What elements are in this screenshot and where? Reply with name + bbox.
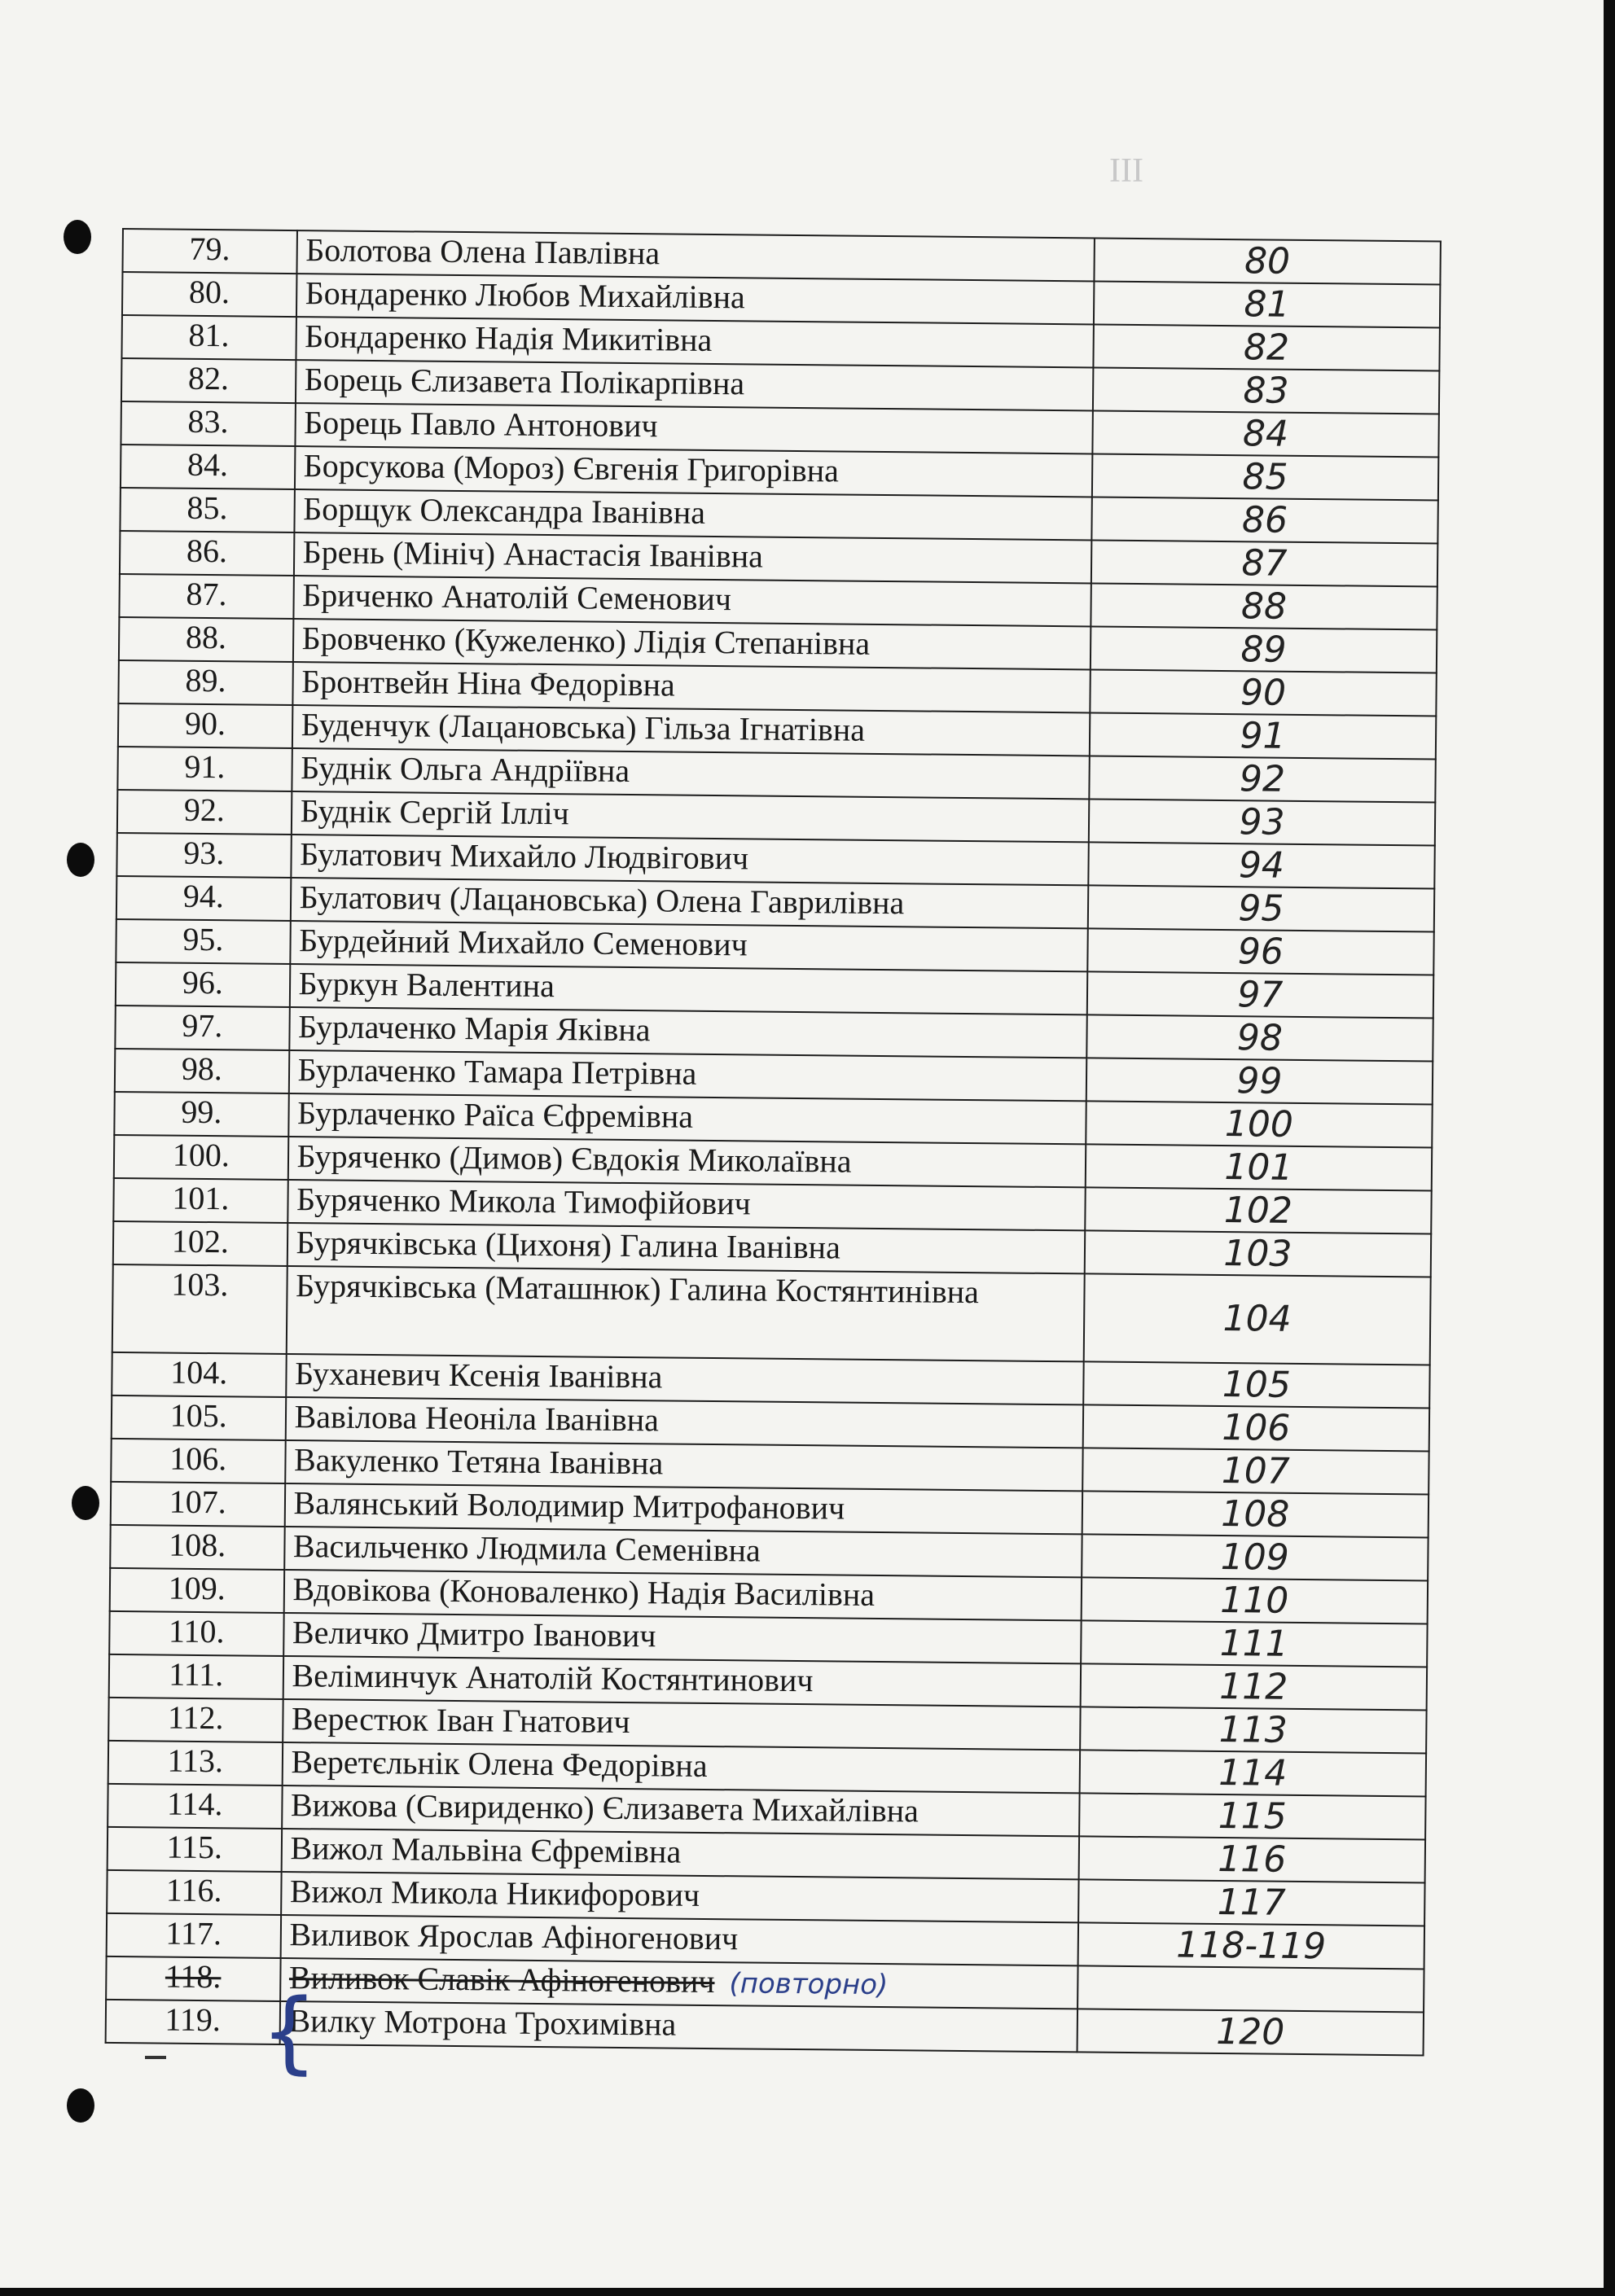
person-name — [291, 835, 1089, 885]
person-name-text: Буднік Сергій Ілліч — [300, 792, 569, 832]
person-name — [285, 1397, 1083, 1448]
row-number: 85. — [120, 488, 294, 532]
row-number: 118. — [106, 1956, 280, 2001]
person-name-text: Бондаренко Надія Микитівна — [305, 318, 713, 358]
person-name-text: Бровченко (Кужеленко) Лідія Степанівна — [301, 620, 871, 662]
page-number: 80 — [1094, 238, 1441, 284]
sheet-mark: III — [1109, 152, 1143, 190]
person-name — [283, 1613, 1082, 1663]
person-name — [287, 1223, 1085, 1273]
person-name — [296, 360, 1094, 410]
row-number: 102. — [113, 1221, 287, 1266]
row-number: 83. — [121, 401, 295, 446]
row-number: 113. — [108, 1741, 283, 1786]
handwritten-brace: { — [261, 1979, 318, 2083]
person-name-text: Бурячківська (Маташнюк) Галина Костянтинівна — [295, 1267, 980, 1311]
person-name-text: Борщук Олександра Іванівна — [303, 490, 706, 531]
punch-hole — [67, 843, 94, 877]
person-name — [283, 1570, 1082, 1620]
page-number: 118-119 — [1077, 1922, 1424, 1969]
row-number: 104. — [112, 1352, 286, 1397]
punch-hole — [64, 220, 91, 254]
page-number: 102 — [1085, 1187, 1432, 1233]
ink-dash-mark — [145, 2056, 166, 2059]
person-name — [284, 1483, 1082, 1534]
page-number: 85 — [1092, 454, 1439, 500]
person-name — [295, 446, 1093, 497]
person-name — [283, 1699, 1081, 1750]
person-name-text: Виливок Ярослав Афіногенович — [289, 1916, 739, 1957]
person-name — [286, 1266, 1084, 1361]
page-number: 86 — [1091, 497, 1438, 543]
person-name — [294, 489, 1092, 540]
person-name-text: Бурлаченко Раїса Єфремівна — [296, 1094, 694, 1135]
page-number: 95 — [1088, 885, 1435, 931]
row-number: 100. — [114, 1135, 288, 1180]
page-number: 107 — [1082, 1448, 1429, 1494]
row-number: 86. — [120, 531, 294, 576]
page-number: 99 — [1086, 1058, 1433, 1104]
person-name-text: Веліминчук Анатолій Костянтинович — [292, 1657, 814, 1699]
person-name — [281, 1872, 1079, 1922]
person-name-text: Бондаренко Любов Михайлівна — [305, 274, 746, 316]
row-number: 93. — [116, 833, 291, 878]
person-name — [289, 964, 1087, 1014]
person-name-text: Бурлаченко Тамара Петрівна — [297, 1051, 697, 1092]
person-name-text: Брень (Мініч) Анастасія Іванівна — [302, 533, 764, 575]
person-name — [292, 619, 1091, 669]
person-name — [282, 1786, 1080, 1836]
register-table-wrapper — [103, 228, 1441, 2154]
person-name-text: Валянський Володимир Митрофанович — [293, 1484, 845, 1527]
person-name — [292, 662, 1091, 712]
person-name-text: Вилку Мотрона Трохимівна — [288, 2002, 677, 2043]
page-number: 113 — [1080, 1707, 1427, 1753]
page-number: 115 — [1079, 1793, 1426, 1839]
person-name-text: Борець Єлизавета Полікарпівна — [304, 361, 745, 402]
person-name-text: Борець Павло Антонович — [304, 404, 658, 445]
person-name-text: Буркун Валентина — [298, 965, 555, 1005]
person-name-text: Буряченко (Димов) Євдокія Миколаївна — [296, 1137, 852, 1180]
person-name — [288, 1093, 1086, 1144]
page-number: 96 — [1087, 928, 1434, 975]
page-number: 105 — [1083, 1361, 1430, 1408]
person-name — [288, 1050, 1086, 1101]
person-name-text: Булатович (Лацановська) Олена Гаврилівна — [299, 879, 905, 922]
person-name — [280, 1915, 1078, 1965]
person-name — [282, 1742, 1080, 1793]
person-name-text: Бурлаченко Марія Яківна — [297, 1008, 651, 1049]
page-number: 100 — [1086, 1101, 1433, 1147]
row-number: 94. — [116, 876, 291, 921]
person-name-text: Васильченко Людмила Семенівна — [292, 1527, 761, 1569]
person-name-text: Бурдейний Михайло Семенович — [298, 922, 748, 963]
person-name-text: Вижол Микола Никифорович — [289, 1873, 700, 1913]
page-number: 114 — [1079, 1750, 1426, 1796]
row-number: 119. — [106, 2000, 280, 2044]
person-name-text: Вавілова Неоніла Іванівна — [294, 1398, 660, 1439]
row-number: 117. — [107, 1913, 281, 1958]
row-number: 106. — [111, 1439, 285, 1483]
row-number: 95. — [116, 919, 290, 964]
row-number: 111. — [109, 1654, 283, 1699]
person-name — [291, 791, 1089, 842]
page-number: 110 — [1081, 1577, 1428, 1623]
person-name — [283, 1656, 1081, 1707]
person-name-text: Виливок Славік Афіногенович — [288, 1959, 715, 2000]
person-name-text: Бурячківська (Цихоня) Галина Іванівна — [296, 1224, 841, 1266]
row-number: 109. — [110, 1568, 284, 1613]
person-name — [290, 921, 1088, 971]
person-name — [293, 532, 1091, 583]
person-name — [280, 1958, 1078, 2009]
page-number: 89 — [1091, 626, 1437, 673]
row-number: 101. — [113, 1178, 287, 1223]
row-number: 87. — [119, 574, 293, 619]
person-name — [290, 878, 1088, 928]
page-number: 103 — [1085, 1230, 1432, 1277]
row-number: 115. — [108, 1827, 282, 1872]
person-name — [295, 403, 1093, 454]
page-number: 120 — [1077, 2009, 1424, 2055]
page-number: 109 — [1082, 1534, 1428, 1580]
row-number: 84. — [121, 445, 295, 489]
page-number: 106 — [1082, 1404, 1429, 1451]
page-number: 112 — [1080, 1663, 1427, 1710]
page-number: 117 — [1078, 1879, 1425, 1926]
page-number: 83 — [1093, 367, 1440, 414]
row-number: 97. — [115, 1006, 289, 1050]
page-number: 84 — [1092, 410, 1439, 457]
person-name — [284, 1527, 1082, 1577]
row-number: 103. — [112, 1264, 287, 1354]
row-number: 114. — [108, 1784, 282, 1829]
person-name — [289, 1007, 1087, 1058]
row-number: 91. — [117, 747, 292, 791]
row-number: 89. — [118, 660, 292, 705]
person-name — [292, 705, 1090, 756]
person-name — [287, 1137, 1086, 1187]
person-name — [287, 1180, 1086, 1230]
page-number — [1077, 1965, 1424, 2012]
row-number: 110. — [109, 1611, 283, 1656]
person-name-text: Вижол Мальвіна Єфремівна — [290, 1829, 682, 1870]
person-name-text: Вижова (Свириденко) Єлизавета Михайлівна — [290, 1786, 919, 1829]
person-name-text: Величко Дмитро Іванович — [292, 1614, 656, 1654]
person-name-text: Буханевич Ксенія Іванівна — [294, 1355, 663, 1396]
person-name — [286, 1354, 1084, 1404]
person-name-text: Буднік Ольга Андріївна — [301, 749, 630, 790]
person-name-text: Веретєльнік Олена Федорівна — [291, 1743, 708, 1784]
person-name — [285, 1440, 1083, 1491]
page-number: 87 — [1091, 540, 1438, 586]
row-number: 90. — [118, 703, 292, 748]
page-number: 111 — [1081, 1620, 1428, 1667]
row-number: 98. — [115, 1049, 289, 1093]
person-name-text: Бронтвейн Ніна Федорівна — [301, 663, 676, 703]
person-name — [281, 1829, 1079, 1879]
person-name — [292, 748, 1090, 799]
person-name-text: Буряченко Микола Тимофійович — [296, 1181, 751, 1222]
person-name-text: Болотова Олена Павлівна — [305, 231, 660, 272]
punch-hole — [67, 2088, 94, 2123]
row-number: 82. — [121, 358, 296, 403]
page-number: 97 — [1087, 971, 1434, 1018]
row-number: 92. — [117, 790, 292, 835]
page-number: 104 — [1084, 1273, 1431, 1365]
person-name-text: Вдовікова (Коноваленко) Надія Василівна — [292, 1571, 876, 1613]
person-name-text: Бриченко Анатолій Семенович — [302, 576, 732, 618]
person-name-text: Булатович Михайло Людвігович — [299, 835, 749, 877]
row-number: 79. — [122, 229, 296, 274]
person-name-text: Вакуленко Тетяна Іванівна — [293, 1441, 664, 1482]
row-number: 88. — [119, 617, 293, 662]
page-number: 116 — [1078, 1836, 1425, 1882]
person-name — [293, 576, 1091, 626]
page-number: 91 — [1090, 712, 1437, 759]
row-number: 96. — [116, 962, 290, 1007]
person-name — [279, 2001, 1077, 2052]
row-number: 112. — [108, 1698, 283, 1742]
person-name-text: Борсукова (Мороз) Євгенія Григорівна — [303, 447, 840, 489]
handwritten-note: (повторно) — [729, 1967, 889, 2002]
row-number: 80. — [122, 272, 296, 317]
person-name-text: Верестюк Іван Гнатович — [291, 1700, 630, 1741]
person-name-text: Буденчук (Лацановська) Гільза Ігнатівна — [301, 706, 866, 748]
page-number: 94 — [1088, 842, 1435, 888]
table-row — [112, 1264, 1431, 1365]
row-number: 99. — [114, 1092, 288, 1137]
page-number: 82 — [1093, 324, 1440, 370]
register-table — [105, 228, 1442, 2056]
row-number: 105. — [112, 1396, 286, 1440]
page-number: 90 — [1090, 669, 1437, 716]
row-number: 116. — [107, 1870, 281, 1915]
person-name — [296, 317, 1094, 367]
row-number: 81. — [121, 315, 296, 360]
page-number: 108 — [1082, 1491, 1428, 1537]
row-number: 108. — [110, 1525, 284, 1570]
page-number: 93 — [1089, 799, 1436, 845]
page-number: 101 — [1086, 1144, 1433, 1190]
person-name — [296, 274, 1095, 324]
row-number: 107. — [111, 1482, 285, 1527]
page-number: 81 — [1094, 281, 1441, 327]
page-number: 88 — [1091, 583, 1437, 629]
person-name — [296, 230, 1095, 281]
page-number: 98 — [1086, 1014, 1433, 1061]
page-number: 92 — [1089, 756, 1436, 802]
punch-hole — [72, 1486, 99, 1520]
